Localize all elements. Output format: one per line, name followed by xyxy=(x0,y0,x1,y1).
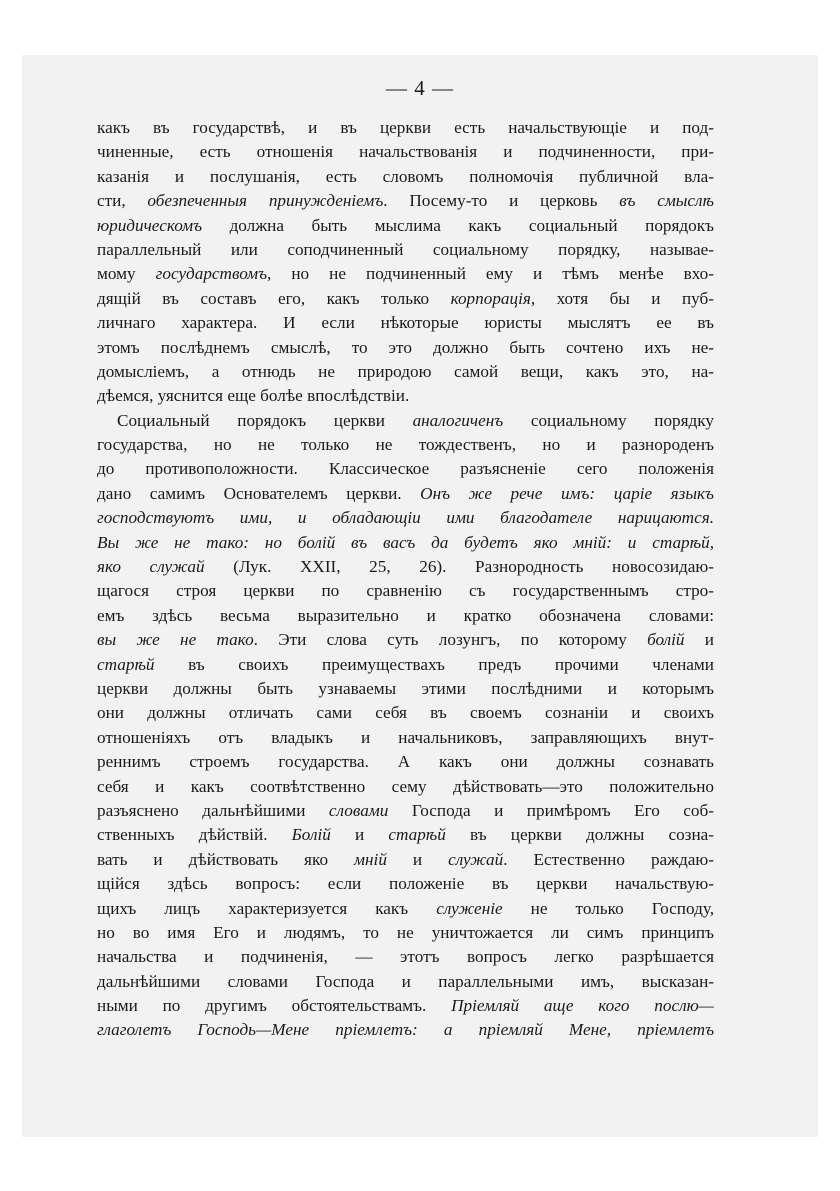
italic-phrase: яко служай xyxy=(97,557,205,577)
text-run: въ своихъ преимуществахъ предъ прочими членами xyxy=(154,654,714,674)
italic-phrase: вы же не тако xyxy=(97,630,254,650)
italic-phrase: Пріемляй аще кого послю— xyxy=(451,996,714,1016)
italic-phrase: служеніе xyxy=(436,898,503,918)
italic-phrase: Вы же не тако: но болій въ васъ да будетъ яко мній: и старѣй, xyxy=(97,532,714,552)
italic-phrase: аналогиченъ xyxy=(412,410,504,430)
text-run: церкви должны быть узнаваемы этими послѣдними и которымъ xyxy=(97,678,714,698)
text-run: казанія и послушанія, есть словомъ полномочія публичной вла- xyxy=(97,166,714,186)
text-run: , но не подчиненный ему и тѣмъ менѣе вхо- xyxy=(267,264,714,284)
text-run: они должны отличать сами себя въ своемъ сознаніи и своихъ xyxy=(97,703,714,723)
text-line xyxy=(97,360,714,384)
text-run: но во имя Его и людямъ, то не уничтожается ли симъ принципъ xyxy=(97,922,714,942)
text-run: емъ здѣсь весьма выразительно и кратко обозначена словами: xyxy=(97,605,714,625)
text-line xyxy=(97,238,714,262)
italic-phrase: корпорація xyxy=(450,288,531,308)
text-line xyxy=(97,336,714,360)
text-line xyxy=(97,165,714,189)
text-line xyxy=(97,628,714,652)
text-run: социальному порядку xyxy=(503,410,714,430)
text-line xyxy=(97,384,714,408)
text-run: разъяснено дальнѣйшими xyxy=(97,800,329,820)
text-run: въ церкви должны созна- xyxy=(445,825,714,845)
text-run: (Лук. XXII, 25, 26). Разнородность новосозидаю- xyxy=(204,557,714,577)
text-line xyxy=(97,189,714,213)
text-run: Социальный порядокъ церкви xyxy=(117,410,413,430)
text-run: домысліемъ, а отнюдь не природою самой вещи, какъ это, на- xyxy=(97,361,714,381)
text-line xyxy=(97,287,714,311)
text-run: щихъ лицъ характеризуется какъ xyxy=(97,898,437,918)
text-line xyxy=(97,140,714,164)
text-run: дѣемся, уяснится еще болѣе впослѣдствіи. xyxy=(97,386,410,406)
italic-phrase: мній xyxy=(354,849,387,869)
text-run: вать и дѣйствовать яко xyxy=(97,849,355,869)
text-line xyxy=(97,677,714,701)
text-line xyxy=(97,653,714,677)
text-line xyxy=(97,506,714,530)
text-run: и xyxy=(386,849,449,869)
text-line xyxy=(97,482,714,506)
text-run: . Посему-то и церковь xyxy=(383,191,620,211)
text-line xyxy=(97,970,714,994)
text-run: начальства и подчиненія, — этотъ вопросъ легко разрѣшается xyxy=(97,947,714,967)
text-run: сти, xyxy=(97,191,148,211)
text-line xyxy=(97,726,714,750)
text-run: этомъ послѣднемъ смыслѣ, то это должно быть сочтено ихъ не- xyxy=(97,337,714,357)
text-line xyxy=(97,701,714,725)
italic-phrase: господствуютъ ими, и обладающіи ими благодателе нарицаются. xyxy=(97,508,714,528)
text-run: до противоположности. Классическое разъясненіе сего положенія xyxy=(97,459,714,479)
text-run: Господа и примѣромъ Его соб- xyxy=(388,800,714,820)
italic-phrase: болій xyxy=(647,630,685,650)
text-run: щійся здѣсь вопросъ: если положеніе въ церкви начальствую- xyxy=(97,874,714,894)
text-line xyxy=(97,433,714,457)
text-run: отношеніяхъ отъ владыкъ и начальниковъ, заправляющихъ внут- xyxy=(97,727,714,747)
text-run: личнаго характера. И если нѣкоторые юристы мыслятъ ее въ xyxy=(97,313,714,333)
italic-phrase: Онъ же рече имъ: царіе языкъ xyxy=(420,483,714,503)
text-run: дальнѣйшими словами Господа и параллельными имъ, высказан- xyxy=(97,971,714,991)
text-line xyxy=(97,799,714,823)
text-run: должна быть мыслима какъ социальный порядокъ xyxy=(202,215,714,235)
text-run: дящій въ составъ его, какъ только xyxy=(97,288,451,308)
text-line xyxy=(97,457,714,481)
italic-phrase: юридическомъ xyxy=(97,215,203,235)
text-run: , хотя бы и пуб- xyxy=(530,288,714,308)
text-line xyxy=(97,750,714,774)
text-run: . Эти слова суть лозунгъ, по которому xyxy=(253,630,648,650)
text-run: реннимъ строемъ государства. А какъ они должны сознавать xyxy=(97,752,714,772)
text-run: государства, но не только не тождественъ, но и разнороденъ xyxy=(97,435,714,455)
italic-phrase: старѣй xyxy=(97,654,155,674)
text-run: не только Господу, xyxy=(502,898,714,918)
text-line xyxy=(97,262,714,286)
text-run: . Естественно раждаю- xyxy=(503,849,714,869)
italic-phrase: государствомъ xyxy=(155,264,268,284)
text-line xyxy=(97,897,714,921)
page-number: — 4 — xyxy=(386,76,454,100)
text-run: параллельный или соподчиненный социальному порядку, называе- xyxy=(97,239,714,259)
text-line xyxy=(97,775,714,799)
text-run: и xyxy=(684,630,714,650)
text-line xyxy=(97,579,714,603)
text-line xyxy=(97,531,714,555)
text-run: ными по другимъ обстоятельствамъ. xyxy=(97,996,452,1016)
text-line xyxy=(97,409,714,433)
text-run: щагося строя церкви по сравненію съ государственнымъ стро- xyxy=(97,581,714,601)
italic-phrase: старѣй xyxy=(388,825,446,845)
text-line xyxy=(97,945,714,969)
text-run: мому xyxy=(97,264,156,284)
text-line xyxy=(97,214,714,238)
text-run: себя и какъ соотвѣтственно сему дѣйствовать—это положительно xyxy=(97,776,714,796)
italic-phrase: Болій xyxy=(291,825,331,845)
text-run: ственныхъ дѣйствій. xyxy=(97,825,292,845)
text-line xyxy=(97,994,714,1018)
text-line xyxy=(97,872,714,896)
italic-phrase: въ смыслѣ xyxy=(619,191,714,211)
text-run: и xyxy=(330,825,389,845)
text-line xyxy=(97,311,714,335)
italic-phrase: глаголетъ Господь—Мене пріемлетъ: а пріемляй Мене, пріемлетъ xyxy=(97,1020,714,1040)
italic-phrase: обезпеченныя принужденіемъ xyxy=(147,191,384,211)
text-line xyxy=(97,921,714,945)
text-run: какъ въ государствѣ, и въ церкви есть начальствующіе и под- xyxy=(97,118,714,137)
text-line xyxy=(97,116,714,140)
text-line xyxy=(97,848,714,872)
italic-phrase: словами xyxy=(328,800,389,820)
body-text xyxy=(97,116,714,1043)
text-run: дано самимъ Основателемъ церкви. xyxy=(97,483,421,503)
text-run: чиненные, есть отношенія начальствованія и подчиненности, при- xyxy=(97,142,714,162)
text-line xyxy=(97,555,714,579)
text-line xyxy=(97,604,714,628)
text-line xyxy=(97,1018,714,1042)
text-line xyxy=(97,823,714,847)
italic-phrase: служай xyxy=(448,849,504,869)
